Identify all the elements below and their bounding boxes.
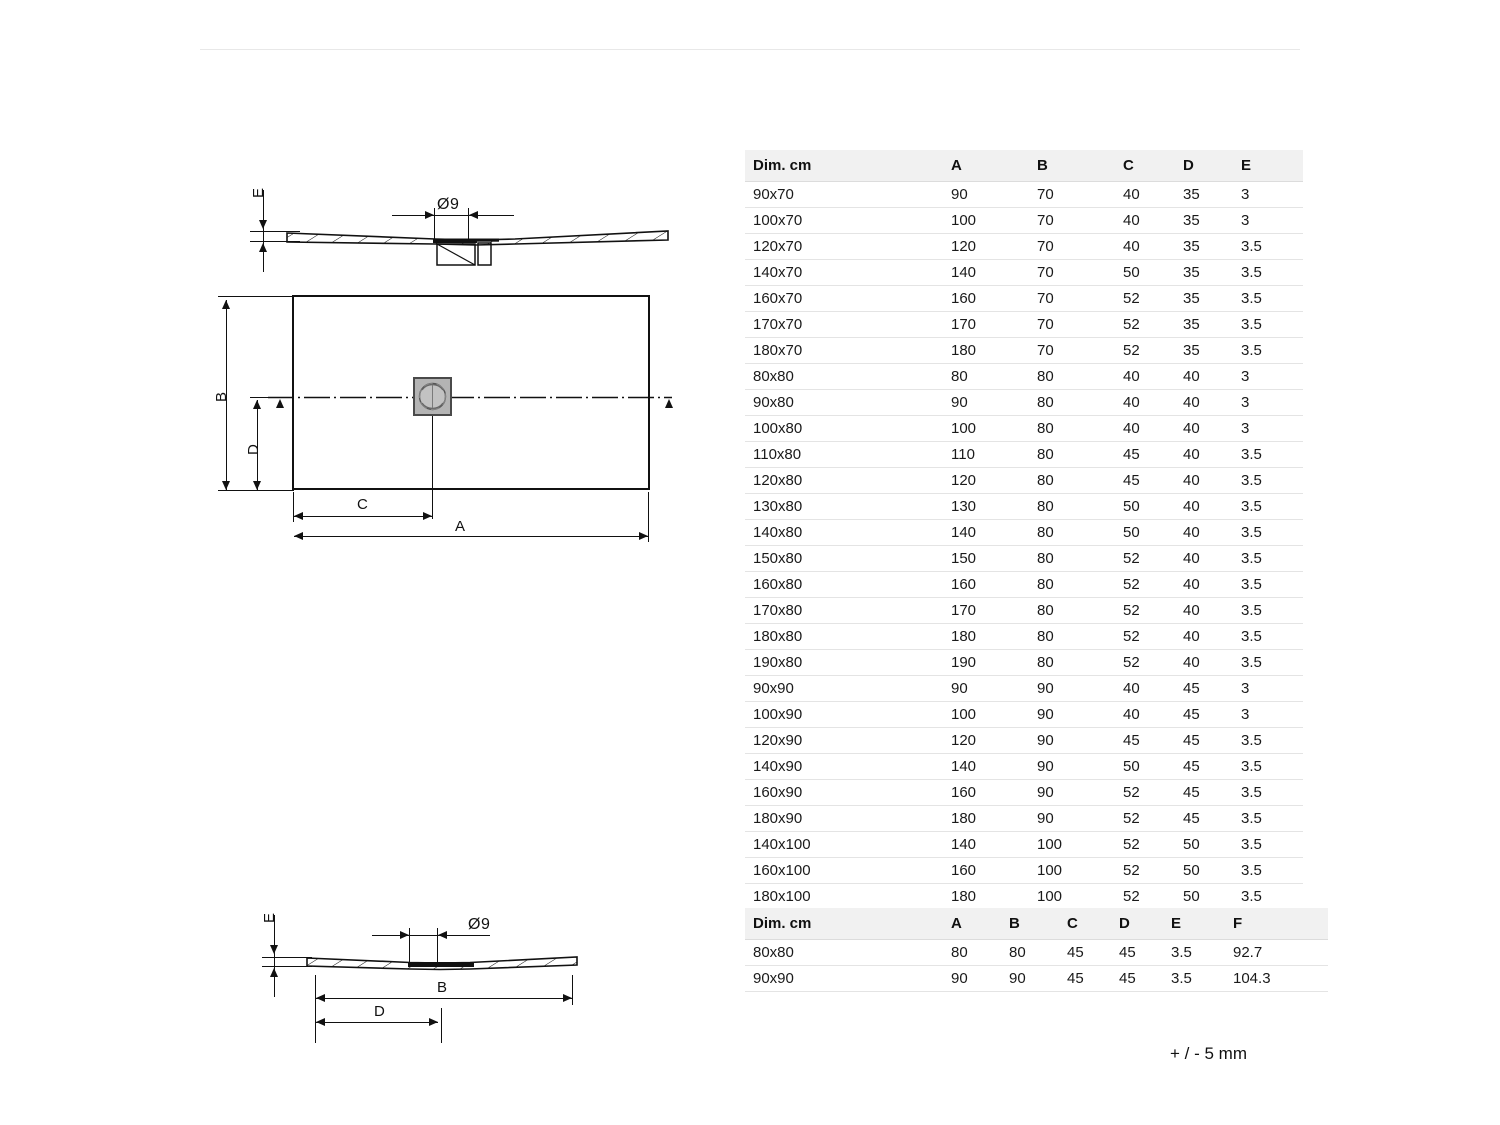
table-row [745,966,1328,992]
cell-value: 140 [951,754,1037,780]
b-dim-line-bottom [316,998,572,999]
label-diameter-bottom: Ø9 [468,916,491,933]
cell-dimension: 80x80 [745,364,951,390]
cell-value: 3.5 [1241,884,1303,910]
table-row [745,468,1303,494]
cell-dimension: 100x70 [745,208,951,234]
cell-value: 80 [1037,650,1123,676]
cell-dimension: 100x80 [745,416,951,442]
cell-value: 52 [1123,806,1183,832]
label-a-plan: A [455,518,466,535]
cell-value: 40 [1183,520,1241,546]
cell-value: 50 [1123,494,1183,520]
cell-dimension: 90x90 [745,966,951,992]
tray-section-profile-bottom [305,950,580,978]
label-b-bottom: B [437,979,448,996]
cell-value: 40 [1123,390,1183,416]
header-dim: Dim. cm [745,150,951,182]
cell-dimension: 160x100 [745,858,951,884]
cell-value: 45 [1119,940,1171,966]
cell-dimension: 130x80 [745,494,951,520]
cell-value: 100 [951,416,1037,442]
table-row [745,338,1303,364]
cell-value: 3.5 [1241,624,1303,650]
cell-value: 50 [1183,884,1241,910]
cell-value: 90 [1009,966,1067,992]
cell-value: 45 [1183,676,1241,702]
cell-dimension: 120x80 [745,468,951,494]
cell-value: 170 [951,312,1037,338]
cell-value: 80 [1037,598,1123,624]
label-d-plan: D [245,443,262,455]
cell-value: 52 [1123,884,1183,910]
table-row [745,702,1303,728]
cell-value: 50 [1123,260,1183,286]
cell-value: 80 [1037,416,1123,442]
cell-value: 45 [1183,702,1241,728]
cell-value: 90 [1037,728,1123,754]
cell-value: 40 [1183,442,1241,468]
cell-dimension: 90x90 [745,676,951,702]
cell-value: 3.5 [1171,940,1233,966]
cell-value: 170 [951,598,1037,624]
table-row [745,364,1303,390]
cell-value: 90 [1037,702,1123,728]
cell-value: 45 [1123,442,1183,468]
cell-value: 45 [1183,780,1241,806]
cell-value: 45 [1183,754,1241,780]
table-header-row [745,150,1303,182]
cell-value: 3 [1241,208,1303,234]
cell-value: 52 [1123,832,1183,858]
cell-dimension: 170x70 [745,312,951,338]
header2-d: D [1119,908,1171,940]
cell-value: 52 [1123,858,1183,884]
label-e-top: E [250,187,267,198]
d-witness-right-bottom [441,1008,442,1043]
cell-value: 80 [1037,494,1123,520]
header-b: B [1037,150,1123,182]
cell-value: 40 [1123,182,1183,208]
table-row [745,780,1303,806]
cell-dimension: 170x80 [745,598,951,624]
cell-value: 40 [1123,364,1183,390]
cell-dimension: 80x80 [745,940,951,966]
cell-value: 70 [1037,208,1123,234]
cell-dimension: 140x80 [745,520,951,546]
b-arrow-left-bottom [316,994,325,1002]
header-e: E [1241,150,1303,182]
cell-value: 40 [1183,572,1241,598]
cell-value: 180 [951,338,1037,364]
cell-value: 40 [1183,598,1241,624]
cell-value: 3 [1241,416,1303,442]
cell-value: 70 [1037,286,1123,312]
cell-value: 35 [1183,208,1241,234]
cell-value: 52 [1123,286,1183,312]
cell-value: 160 [951,572,1037,598]
cell-value: 180 [951,884,1037,910]
cell-value: 3.5 [1241,338,1303,364]
cell-value: 160 [951,858,1037,884]
cell-value: 40 [1123,676,1183,702]
cell-value: 35 [1183,260,1241,286]
table-row [745,286,1303,312]
label-b-plan: B [213,391,230,402]
table-row [745,312,1303,338]
cell-value: 45 [1183,728,1241,754]
cell-value: 50 [1183,858,1241,884]
d-arrow-right-bottom [429,1018,438,1026]
cell-value: 3.5 [1241,598,1303,624]
e-extension-line-bottom [274,915,275,997]
cell-dimension: 150x80 [745,546,951,572]
table-row [745,728,1303,754]
cell-value: 40 [1123,702,1183,728]
cell-value: 3.5 [1241,650,1303,676]
table-row [745,260,1303,286]
cell-value: 3.5 [1241,780,1303,806]
cell-value: 52 [1123,546,1183,572]
cell-value: 80 [1037,468,1123,494]
header2-a: A [951,908,1009,940]
cell-value: 80 [1037,624,1123,650]
cell-dimension: 180x70 [745,338,951,364]
cell-value: 80 [1037,572,1123,598]
table-row [745,572,1303,598]
cell-value: 3.5 [1241,286,1303,312]
cell-value: 3 [1241,676,1303,702]
cell-value: 52 [1123,650,1183,676]
cell-value: 180 [951,806,1037,832]
cell-value: 80 [951,364,1037,390]
table-row [745,806,1303,832]
table-row [745,598,1303,624]
cell-value: 40 [1123,416,1183,442]
cell-dimension: 160x80 [745,572,951,598]
table-row [745,858,1303,884]
drain-dim-line-bottom [372,935,490,936]
cell-value: 35 [1183,182,1241,208]
cell-value: 40 [1123,208,1183,234]
table-row [745,940,1328,966]
cell-value: 45 [1067,940,1119,966]
cell-value: 100 [1037,884,1123,910]
cell-value: 90 [1037,780,1123,806]
cell-value: 70 [1037,234,1123,260]
cell-dimension: 90x80 [745,390,951,416]
cell-value: 35 [1183,312,1241,338]
table-row [745,442,1303,468]
header-a: A [951,150,1037,182]
cell-dimension: 140x100 [745,832,951,858]
d-dim-line-bottom [316,1022,438,1023]
cell-value: 70 [1037,182,1123,208]
cell-dimension: 140x90 [745,754,951,780]
cell-value: 190 [951,650,1037,676]
header2-b: B [1009,908,1067,940]
cell-value: 100 [951,702,1037,728]
cell-value: 45 [1123,728,1183,754]
cell-value: 3.5 [1241,832,1303,858]
cell-value: 3 [1241,364,1303,390]
cell-value: 40 [1183,624,1241,650]
cell-value: 90 [1037,676,1123,702]
main-dimension-table [745,150,1303,910]
cell-value: 92.7 [1233,940,1328,966]
cell-value: 3 [1241,182,1303,208]
cell-value: 80 [1037,442,1123,468]
table2-header-row [745,908,1328,940]
cell-value: 140 [951,520,1037,546]
table-row [745,390,1303,416]
cell-value: 45 [1123,468,1183,494]
cell-value: 3.5 [1241,806,1303,832]
cell-value: 45 [1183,806,1241,832]
table-row [745,676,1303,702]
cell-value: 35 [1183,234,1241,260]
front-section-view [0,0,700,1125]
cell-value: 3.5 [1241,520,1303,546]
cell-value: 3 [1241,702,1303,728]
cell-value: 40 [1183,390,1241,416]
cell-value: 52 [1123,572,1183,598]
label-c-plan: C [357,496,369,513]
cell-dimension: 90x70 [745,182,951,208]
cell-value: 40 [1183,416,1241,442]
cell-value: 40 [1183,650,1241,676]
cell-value: 90 [951,676,1037,702]
cell-value: 70 [1037,338,1123,364]
header-c: C [1123,150,1183,182]
cell-value: 130 [951,494,1037,520]
cell-value: 70 [1037,312,1123,338]
table-row [745,832,1303,858]
cell-value: 3.5 [1241,442,1303,468]
drain-arrow-left-bottom [438,931,447,939]
cell-value: 40 [1183,494,1241,520]
cell-value: 40 [1123,234,1183,260]
label-e-bottom: E [261,912,278,923]
cell-dimension: 140x70 [745,260,951,286]
cell-value: 100 [951,208,1037,234]
cell-value: 180 [951,624,1037,650]
header2-dim: Dim. cm [745,908,951,940]
cell-value: 120 [951,234,1037,260]
header2-f: F [1233,908,1328,940]
table-row [745,416,1303,442]
cell-value: 3.5 [1241,494,1303,520]
cell-value: 90 [1037,754,1123,780]
table-row [745,182,1303,208]
cell-value: 80 [951,940,1009,966]
cell-value: 40 [1183,364,1241,390]
cell-value: 160 [951,780,1037,806]
b-witness-left-bottom [315,975,316,1043]
cell-value: 52 [1123,624,1183,650]
e-arrow-down-bottom [270,945,278,954]
cell-value: 140 [951,832,1037,858]
cell-value: 150 [951,546,1037,572]
cell-dimension: 110x80 [745,442,951,468]
cell-value: 90 [1037,806,1123,832]
drain-ext-left-bottom [409,928,410,962]
cell-dimension: 190x80 [745,650,951,676]
cell-value: 3.5 [1241,728,1303,754]
cell-value: 45 [1067,966,1119,992]
cell-value: 40 [1183,468,1241,494]
cell-dimension: 120x70 [745,234,951,260]
cell-value: 3.5 [1241,312,1303,338]
table-row [745,234,1303,260]
cell-value: 3.5 [1171,966,1233,992]
cell-value: 45 [1119,966,1171,992]
cell-value: 50 [1123,520,1183,546]
e-arrow-up-bottom [270,968,278,977]
cell-value: 80 [1037,364,1123,390]
label-diameter-top: Ø9 [437,196,460,213]
cell-dimension: 160x90 [745,780,951,806]
cell-dimension: 160x70 [745,286,951,312]
cell-value: 120 [951,728,1037,754]
table-row [745,520,1303,546]
cell-value: 3.5 [1241,858,1303,884]
table-row [745,494,1303,520]
cell-dimension: 180x80 [745,624,951,650]
secondary-table-body [745,940,1328,992]
table-row [745,624,1303,650]
cell-value: 104.3 [1233,966,1328,992]
drain-arrow-right-bottom [400,931,409,939]
cell-value: 80 [1037,546,1123,572]
cell-dimension: 180x90 [745,806,951,832]
cell-value: 3 [1241,390,1303,416]
table-row [745,546,1303,572]
cell-value: 90 [951,390,1037,416]
cell-value: 3.5 [1241,260,1303,286]
cell-value: 80 [1037,520,1123,546]
label-d-bottom: D [374,1003,386,1020]
cell-value: 110 [951,442,1037,468]
cell-value: 3.5 [1241,234,1303,260]
cell-value: 50 [1183,832,1241,858]
cell-value: 52 [1123,312,1183,338]
cell-value: 100 [1037,858,1123,884]
cell-value: 90 [951,966,1009,992]
cell-value: 70 [1037,260,1123,286]
tolerance-note: + / - 5 mm [1170,1044,1247,1063]
cell-value: 3.5 [1241,468,1303,494]
cell-value: 160 [951,286,1037,312]
cell-value: 50 [1123,754,1183,780]
cell-value: 35 [1183,286,1241,312]
header2-c: C [1067,908,1119,940]
d-arrow-left-bottom [316,1018,325,1026]
cell-dimension: 180x100 [745,884,951,910]
cell-value: 120 [951,468,1037,494]
cell-value: 90 [951,182,1037,208]
table-row [745,208,1303,234]
cell-value: 52 [1123,598,1183,624]
cell-dimension: 120x90 [745,728,951,754]
header-d: D [1183,150,1241,182]
cell-value: 140 [951,260,1037,286]
cell-value: 3.5 [1241,754,1303,780]
cell-dimension: 100x90 [745,702,951,728]
cell-value: 3.5 [1241,546,1303,572]
secondary-dimension-table [745,908,1328,992]
header2-e: E [1171,908,1233,940]
table-row [745,884,1303,910]
cell-value: 35 [1183,338,1241,364]
cell-value: 3.5 [1241,572,1303,598]
table-row [745,754,1303,780]
cell-value: 80 [1037,390,1123,416]
table-row [745,650,1303,676]
cell-value: 52 [1123,338,1183,364]
b-arrow-right-bottom [563,994,572,1002]
main-table-body [745,182,1303,910]
cell-value: 40 [1183,546,1241,572]
cell-value: 100 [1037,832,1123,858]
cell-value: 52 [1123,780,1183,806]
cell-value: 80 [1009,940,1067,966]
b-witness-right-bottom [572,975,573,1005]
